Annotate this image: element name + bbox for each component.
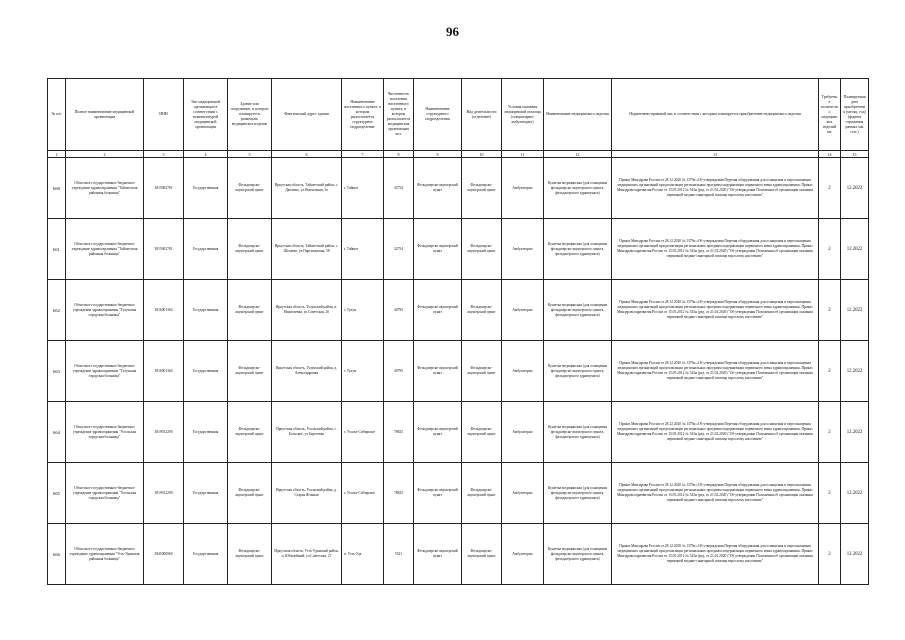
- cell-organization-type: Государственная: [184, 402, 228, 463]
- cell-legal-act: Приказ Минздрава России от 28.12.2020 № 1379н «Об утверждении Перечня оборудования для оснащения и переоснащения медицинских организаций при реализации региональных программ модернизации первичного звена здравоохранения» Приказ Минздравсоцразвития России от 15.05.2012 № 543н (ред. от 21.02.2020) "Об утверждении Положения об организации оказания первичной медико-санитарной помощи взрослому населению": [612, 402, 819, 463]
- cell-row-number: 663: [48, 341, 66, 402]
- cell-population: 5521: [384, 524, 414, 585]
- cell-inn: 3815002781: [144, 158, 184, 219]
- cell-address: Иркутская область, Усольский район, д. Старая Ясачная: [272, 463, 342, 524]
- column-number: 15: [841, 151, 869, 158]
- table-row: [48, 158, 869, 219]
- cell-purchase-date: 12.2022: [841, 280, 869, 341]
- cell-inn: 3815002781: [144, 219, 184, 280]
- column-number: 14: [819, 151, 841, 158]
- cell-organization-type: Государственная: [184, 463, 228, 524]
- column-header: Планируемая дата приобретения (месяц, год) (формат отражения данных мм. гггг.): [841, 79, 869, 151]
- cell-organization-type: Государственная: [184, 219, 228, 280]
- column-number: 11: [502, 151, 544, 158]
- cell-organization-name: Областное государственное бюджетное учреждение здравоохранения "Усольская городская больница": [66, 402, 144, 463]
- cell-row-number: 661: [48, 219, 66, 280]
- column-number: 3: [144, 151, 184, 158]
- cell-inn: 3816001364: [144, 280, 184, 341]
- column-number: 13: [612, 151, 819, 158]
- cell-care-conditions: Амбулаторно: [502, 463, 544, 524]
- cell-building: Фельдшерско-акушерский пункт: [228, 280, 272, 341]
- column-header: № п/п: [48, 79, 66, 151]
- cell-address: Иркутская область, Усть-Удинский район, п. Юбилейный, ул.Советская, 27: [272, 524, 342, 585]
- cell-device-name: Кушетка медицинская (для оснащения фельдшерско-акушерского пункта, фельдшерского здравпункта): [544, 280, 612, 341]
- cell-activity-type: Фельдшерско-акушерский пункт: [462, 341, 502, 402]
- cell-address: Иркутская область, Тайшетский район, с. Шелаево, ул.Партизанская, 58: [272, 219, 342, 280]
- cell-organization-name: Областное государственное бюджетное учреждение здравоохранения "Тайшетская районная больница": [66, 219, 144, 280]
- cell-population: 40795: [384, 280, 414, 341]
- column-header: Наименование структурного подразделения: [414, 79, 462, 151]
- table-row: [48, 463, 869, 524]
- cell-quantity: 2: [819, 402, 841, 463]
- cell-row-number: 660: [48, 158, 66, 219]
- cell-inn: 3819012290: [144, 463, 184, 524]
- cell-legal-act: Приказ Минздрава России от 28.12.2020 № 1379н «Об утверждении Перечня оборудования для оснащения и переоснащения медицинских организаций при реализации региональных программ модернизации первичного звена здравоохранения» Приказ Минздравсоцразвития России от 15.05.2012 № 543н (ред. от 21.02.2020) "Об утверждении Положения об организации оказания первичной медико-санитарной помощи взрослому населению": [612, 280, 819, 341]
- cell-department: Фельдшерско-акушерский пункт: [414, 402, 462, 463]
- cell-quantity: 2: [819, 524, 841, 585]
- cell-settlement: п. Усть-Уда: [342, 524, 384, 585]
- cell-organization-name: Областное государственное бюджетное учреждение здравоохранения "Усольская городская больница": [66, 463, 144, 524]
- table-row: [48, 402, 869, 463]
- cell-organization-name: Областное государственное бюджетное учреждение здравоохранения "Тайшетская районная больница": [66, 158, 144, 219]
- table-header-row: [48, 79, 869, 151]
- cell-settlement: г. Тайшет: [342, 158, 384, 219]
- cell-building: Фельдшерско-акушерский пункт: [228, 463, 272, 524]
- cell-device-name: Кушетка медицинская (для оснащения фельдшерско-акушерского пункта, фельдшерского здравпункта): [544, 463, 612, 524]
- cell-settlement: г. Тайшет: [342, 219, 384, 280]
- cell-population: 32754: [384, 158, 414, 219]
- cell-care-conditions: Амбулаторно: [502, 219, 544, 280]
- column-number: 10: [462, 151, 502, 158]
- cell-building: Фельдшерско-акушерский пункт: [228, 341, 272, 402]
- cell-address: Иркутская область, Тулунский район, п. Никитаевка, ул.Советская, 20: [272, 280, 342, 341]
- table-row: [48, 524, 869, 585]
- cell-legal-act: Приказ Минздрава России от 28.12.2020 № 1379н «Об утверждении Перечня оборудования для оснащения и переоснащения медицинских организаций при реализации региональных программ модернизации первичного звена здравоохранения» Приказ Минздравсоцразвития России от 15.05.2012 № 543н (ред. от 21.02.2020) "Об утверждении Положения об организации оказания первичной медико-санитарной помощи взрослому населению": [612, 341, 819, 402]
- cell-purchase-date: 12.2022: [841, 463, 869, 524]
- column-header: Численность населения населенного пункта, в котором располагается медицинская организация чел.: [384, 79, 414, 151]
- cell-care-conditions: Амбулаторно: [502, 524, 544, 585]
- cell-organization-name: Областное государственное бюджетное учреждение здравоохранения "Тулунская городская больница": [66, 341, 144, 402]
- cell-organization-type: Государственная: [184, 524, 228, 585]
- column-header: Наименование медицинского изделия: [544, 79, 612, 151]
- cell-address: Иркутская область, Тайшетский район, с. Джогино, ул.Вокзальная, 1а: [272, 158, 342, 219]
- cell-settlement: г. Усолье-Сибирское: [342, 463, 384, 524]
- cell-care-conditions: Амбулаторно: [502, 341, 544, 402]
- cell-row-number: 664: [48, 402, 66, 463]
- cell-purchase-date: 12.2022: [841, 524, 869, 585]
- column-number: 7: [342, 151, 384, 158]
- cell-legal-act: Приказ Минздрава России от 28.12.2020 № 1379н «Об утверждении Перечня оборудования для оснащения и переоснащения медицинских организаций при реализации региональных программ модернизации первичного звена здравоохранения» Приказ Минздравсоцразвития России от 15.05.2012 № 543н (ред. от 21.02.2020) "Об утверждении Положения об организации оказания первичной медико-санитарной помощи взрослому населению": [612, 463, 819, 524]
- cell-quantity: 2: [819, 463, 841, 524]
- table-row: [48, 280, 869, 341]
- cell-purchase-date: 12.2022: [841, 402, 869, 463]
- cell-device-name: Кушетка медицинская (для оснащения фельдшерско-акушерского пункта, фельдшерского здравпункта): [544, 219, 612, 280]
- cell-legal-act: Приказ Минздрава России от 28.12.2020 № 1379н «Об утверждении Перечня оборудования для оснащения и переоснащения медицинских организаций при реализации региональных программ модернизации первичного звена здравоохранения» Приказ Минздравсоцразвития России от 15.05.2012 № 543н (ред. от 21.02.2020) "Об утверждении Положения об организации оказания первичной медико-санитарной помощи взрослому населению": [612, 524, 819, 585]
- cell-address: Иркутская область, Тулунский район, д. Александровка: [272, 341, 342, 402]
- column-number: 8: [384, 151, 414, 158]
- cell-population: 78825: [384, 402, 414, 463]
- cell-organization-type: Государственная: [184, 341, 228, 402]
- cell-department: Фельдшерско-акушерский пункт: [414, 524, 462, 585]
- column-number-row: [48, 151, 869, 158]
- cell-device-name: Кушетка медицинская (для оснащения фельдшерско-акушерского пункта, фельдшерского здравпункта): [544, 524, 612, 585]
- cell-care-conditions: Амбулаторно: [502, 280, 544, 341]
- cell-population: 32754: [384, 219, 414, 280]
- cell-inn: 3845000960: [144, 524, 184, 585]
- cell-activity-type: Фельдшерско-акушерский пункт: [462, 219, 502, 280]
- cell-inn: 3819012290: [144, 402, 184, 463]
- page-number: 96: [446, 24, 459, 39]
- cell-department: Фельдшерско-акушерский пункт: [414, 463, 462, 524]
- cell-building: Фельдшерско-акушерский пункт: [228, 402, 272, 463]
- cell-activity-type: Фельдшерско-акушерский пункт: [462, 280, 502, 341]
- equipment-table: [47, 78, 869, 585]
- column-number: 6: [272, 151, 342, 158]
- column-number: 9: [414, 151, 462, 158]
- column-header: Требуемое количество медицинских изделий шт.: [819, 79, 841, 151]
- cell-activity-type: Фельдшерско-акушерский пункт: [462, 524, 502, 585]
- cell-department: Фельдшерско-акушерский пункт: [414, 280, 462, 341]
- cell-device-name: Кушетка медицинская (для оснащения фельдшерско-акушерского пункта, фельдшерского здравпункта): [544, 158, 612, 219]
- column-number: 1: [48, 151, 66, 158]
- column-header: Тип медицинской организации в соответствии с номенклатурой медицинской организации: [184, 79, 228, 151]
- column-header: ИНН: [144, 79, 184, 151]
- column-number: 2: [66, 151, 144, 158]
- cell-purchase-date: 12.2022: [841, 341, 869, 402]
- cell-purchase-date: 12.2022: [841, 219, 869, 280]
- column-header: Вид деятельности (отделение): [462, 79, 502, 151]
- cell-organization-name: Областное государственное бюджетное учреждение здравоохранения "Усть-Удинская районная больница": [66, 524, 144, 585]
- column-header: Фактический адрес здания: [272, 79, 342, 151]
- column-header: Наименование населенного пункта, в котором располагается структурное подразделение: [342, 79, 384, 151]
- cell-activity-type: Фельдшерско-акушерский пункт: [462, 463, 502, 524]
- cell-population: 78825: [384, 463, 414, 524]
- cell-care-conditions: Амбулаторно: [502, 158, 544, 219]
- cell-activity-type: Фельдшерско-акушерский пункт: [462, 402, 502, 463]
- table-body: [48, 158, 869, 585]
- cell-row-number: 662: [48, 280, 66, 341]
- cell-row-number: 665: [48, 463, 66, 524]
- cell-legal-act: Приказ Минздрава России от 28.12.2020 № 1379н «Об утверждении Перечня оборудования для оснащения и переоснащения медицинских организаций при реализации региональных программ модернизации первичного звена здравоохранения» Приказ Минздравсоцразвития России от 15.05.2012 № 543н (ред. от 21.02.2020) "Об утверждении Положения об организации оказания первичной медико-санитарной помощи взрослому населению": [612, 219, 819, 280]
- cell-legal-act: Приказ Минздрава России от 28.12.2020 № 1379н «Об утверждении Перечня оборудования для оснащения и переоснащения медицинских организаций при реализации региональных программ модернизации первичного звена здравоохранения» Приказ Минздравсоцразвития России от 15.05.2012 № 543н (ред. от 21.02.2020) "Об утверждении Положения об организации оказания первичной медико-санитарной помощи взрослому населению": [612, 158, 819, 219]
- cell-settlement: г. Тулун: [342, 341, 384, 402]
- cell-population: 40795: [384, 341, 414, 402]
- column-number: 5: [228, 151, 272, 158]
- cell-organization-type: Государственная: [184, 280, 228, 341]
- cell-activity-type: Фельдшерско-акушерский пункт: [462, 158, 502, 219]
- cell-care-conditions: Амбулаторно: [502, 402, 544, 463]
- column-number: 4: [184, 151, 228, 158]
- cell-quantity: 2: [819, 158, 841, 219]
- cell-settlement: г. Тулун: [342, 280, 384, 341]
- cell-building: Фельдшерско-акушерский пункт: [228, 158, 272, 219]
- cell-department: Фельдшерско-акушерский пункт: [414, 158, 462, 219]
- cell-quantity: 2: [819, 341, 841, 402]
- cell-department: Фельдшерско-акушерский пункт: [414, 219, 462, 280]
- cell-device-name: Кушетка медицинская (для оснащения фельдшерско-акушерского пункта, фельдшерского здравпункта): [544, 402, 612, 463]
- cell-quantity: 2: [819, 219, 841, 280]
- column-header: Условия оказания медицинской помощи (стационарно/амбулаторно): [502, 79, 544, 151]
- cell-address: Иркутская область, Усольский район, с. Бельское, ул.Береговая: [272, 402, 342, 463]
- column-header: Здание или сооружение, в котором планируется размещать медицинское изделие: [228, 79, 272, 151]
- table-row: [48, 219, 869, 280]
- cell-inn: 3816001364: [144, 341, 184, 402]
- cell-organization-type: Государственная: [184, 158, 228, 219]
- cell-department: Фельдшерско-акушерский пункт: [414, 341, 462, 402]
- cell-organization-name: Областное государственное бюджетное учреждение здравоохранения "Тулунская городская больница": [66, 280, 144, 341]
- cell-row-number: 666: [48, 524, 66, 585]
- table-row: [48, 341, 869, 402]
- column-header: Полное наименование медицинской организации: [66, 79, 144, 151]
- cell-purchase-date: 12.2022: [841, 158, 869, 219]
- cell-settlement: г. Усолье-Сибирское: [342, 402, 384, 463]
- column-number: 12: [544, 151, 612, 158]
- column-header: Нормативно-правовой акт, в соответствии с которым планируется приобретение медицинского изделия: [612, 79, 819, 151]
- cell-quantity: 2: [819, 280, 841, 341]
- cell-building: Фельдшерско-акушерский пункт: [228, 219, 272, 280]
- cell-device-name: Кушетка медицинская (для оснащения фельдшерско-акушерского пункта, фельдшерского здравпункта): [544, 341, 612, 402]
- cell-building: Фельдшерско-акушерский пункт: [228, 524, 272, 585]
